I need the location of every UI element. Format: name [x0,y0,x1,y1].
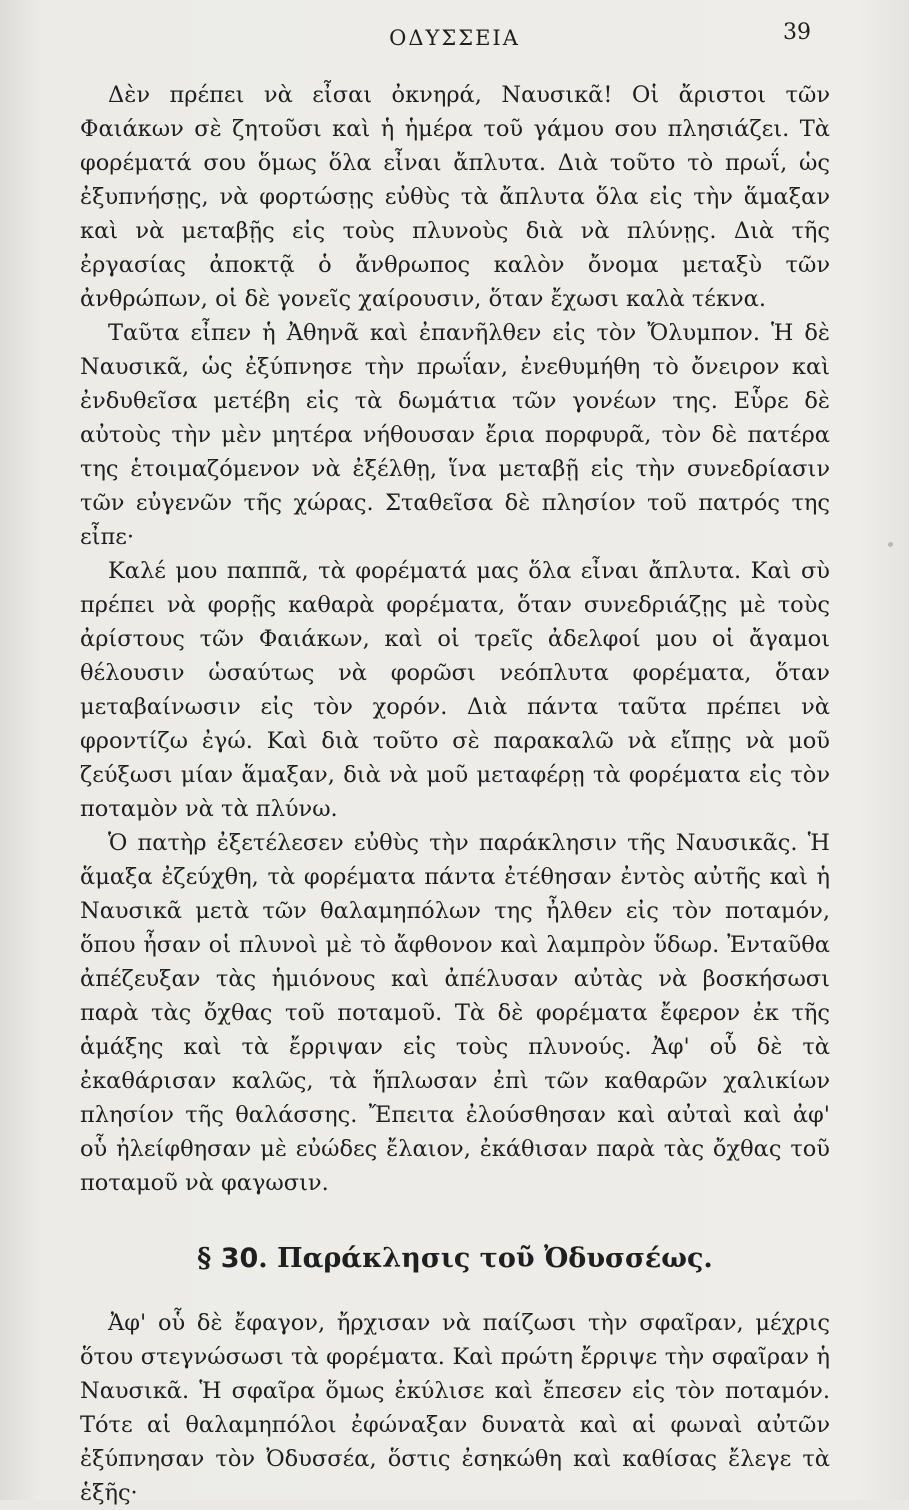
section-number: 30 [220,1243,259,1274]
margin-speck [888,542,893,547]
paragraph: Ταῦτα εἶπεν ἡ Ἀθηνᾶ καὶ ἐπανῆλθεν εἰς τὸν Ὄλυμπον. Ἡ δὲ Ναυσικᾶ, ὡς ἐξύπνησε τὴν πρωΐαν, ἐνεθυμήθη τὸ ὄνειρον καὶ ἐνδυθεῖσα μετέβη εἰς τὰ δωμάτια τῶν γονέων της. Εὗρε δὲ αὐτοὺς τὴν μὲν μητέρα νήθουσαν ἔρια πορφυρᾶ, τὸν δὲ πατέρα της ἑτοιμαζόμενον νὰ ἐξέλθῃ, ἵνα μεταβῇ εἰς τὴν συνεδρίασιν τῶν εὐγενῶν τῆς χώρας. Σταθεῖσα δὲ πλησίον τοῦ πατρός της εἶπε· [80,320,830,550]
paragraph: Ἀφ' οὗ δὲ ἔφαγον, ἤρχισαν νὰ παίζωσι τὴν σφαῖραν, μέχρις ὅτου στεγνώσωσι τὰ φορέματα. Καὶ πρώτη ἔρριψε τὴν σφαῖραν ἡ Ναυσικᾶ. Ἡ σφαῖρα ὅμως ἐκύλισε καὶ ἔπεσεν εἰς τὸν ποταμόν. Τότε αἱ θαλαμηπόλοι ἐφώναξαν δυνατὰ καὶ αἱ φωναὶ αὐτῶν ἐξύπνησαν τὸν Ὀδυσσέα, ὅστις ἐσηκώθη καὶ καθίσας ἔλεγε τὰ ἑξῆς· [80,1310,830,1506]
page-body [80,78,830,1510]
section-title-text: . Παράκλησις τοῦ Ὀδυσσέως. [258,1243,713,1274]
section-sign: § [197,1243,221,1274]
running-head: ΟΔΥΣΣΕΙΑ [389,26,520,50]
paragraph: Καλέ μου παππᾶ, τὰ φορέματά μας ὅλα εἶναι ἄπλυτα. Καὶ σὺ πρέπει νὰ φορῇς καθαρὰ φορέματα, ὅταν συνεδριάζῃς μὲ τοὺς ἀρίστους τῶν Φαιάκων, καὶ οἱ τρεῖς ἀδελφοί μου οἱ ἄγαμοι θέλουσιν ὡσαύτως νὰ φορῶσι νεόπλυτα φορέματα, ὅταν μεταβαίνωσιν εἰς τὸν χορόν. Διὰ πάντα ταῦτα πρέπει νὰ φροντίζω ἐγώ. Καὶ διὰ τοῦτο σὲ παρακαλῶ νὰ εἴπῃς νὰ μοῦ ζεύξωσι μίαν ἅμαξαν, διὰ νὰ μοῦ μεταφέρῃ τὰ φορέματα εἰς τὸν ποταμὸν νὰ τὰ πλύνω. [80,558,830,822]
page-header [0,18,909,58]
section-heading [80,1242,830,1276]
paragraph: Δὲν πρέπει νὰ εἶσαι ὀκνηρά, Ναυσικᾶ! Οἱ ἄριστοι τῶν Φαιάκων σὲ ζητοῦσι καὶ ἡ ἡμέρα τοῦ γάμου σου πλησιάζει. Τὰ φορέματά σου ὅμως ὅλα εἶναι ἄπλυτα. Διὰ τοῦτο τὸ πρωΐ, ὡς ἐξυπνήσῃς, νὰ φορτώσῃς εὐθὺς τὰ ἄπλυτα ὅλα εἰς τὴν ἅμαξαν καὶ νὰ μεταβῇς εἰς τοὺς πλυνοὺς διὰ νὰ πλύνῃς. Διὰ τῆς ἐργασίας ἀποκτᾷ ὁ ἄνθρωπος καλὸν ὄνομα μεταξὺ τῶν ἀνθρώπων, οἱ δὲ γονεῖς χαίρουσιν, ὅταν ἔχωσι καλὰ τέκνα. [80,82,830,312]
page-number: 39 [783,20,811,45]
paragraph: Ὁ πατὴρ ἐξετέλεσεν εὐθὺς τὴν παράκλησιν τῆς Ναυσικᾶς. Ἡ ἅμαξα ἐζεύχθη, τὰ φορέματα πάντα ἐτέθησαν ἐντὸς αὐτῆς καὶ ἡ Ναυσικᾶ μετὰ τῶν θαλαμηπόλων της ἦλθεν εἰς τὸν ποταμόν, ὅπου ἦσαν οἱ πλυνοὶ μὲ τὸ ἄφθονον καὶ λαμπρὸν ὕδωρ. Ἐνταῦθα ἀπέζευξαν τὰς ἡμιόνους καὶ ἀπέλυσαν αὐτὰς νὰ βοσκήσωσι παρὰ τὰς ὄχθας τοῦ ποταμοῦ. Τὰ δὲ φορέματα ἔφερον ἐκ τῆς ἁμάξης καὶ τὰ ἔρριψαν εἰς τοὺς πλυνούς. Ἀφ' οὗ δὲ τὰ ἐκαθάρισαν καλῶς, τὰ ἥπλωσαν ἐπὶ τῶν καθαρῶν χαλικίων πλησίον τῆς θαλάσσης. Ἔπειτα ἐλούσθησαν καὶ αὐταὶ καὶ ἀφ' οὗ ἠλείφθησαν μὲ εὐώδες ἔλαιον, ἐκάθισαν παρὰ τὰς ὄχθας τοῦ ποταμοῦ νὰ φαγωσιν. [80,830,830,1196]
